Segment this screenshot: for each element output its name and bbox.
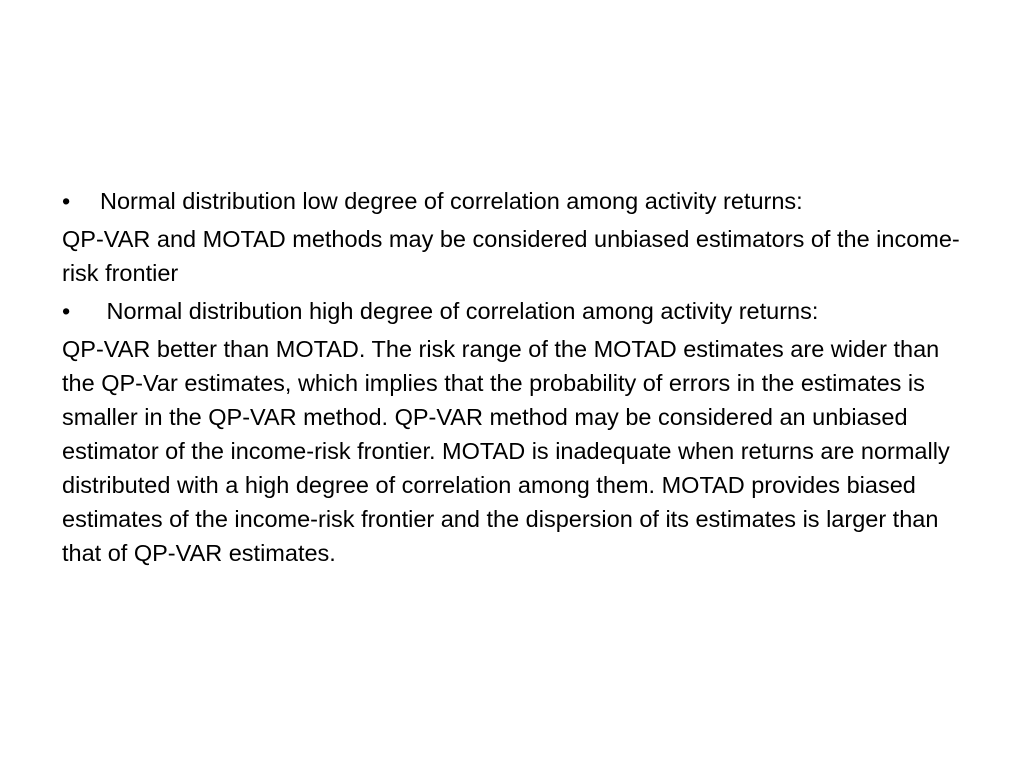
bullet-text: Normal distribution low degree of correlation among activity returns: [100,188,803,214]
bullet-item-low-correlation [62,184,972,218]
paragraph-unbiased-estimators: QP-VAR and MOTAD methods may be considered unbiased estimators of the income-risk frontier [62,226,960,286]
bullet-text: Normal distribution high degree of correlation among activity returns: [100,298,819,324]
bullet-marker: • [62,188,71,214]
slide-body [62,184,972,574]
paragraph-motad-comparison: QP-VAR better than MOTAD. The risk range of the MOTAD estimates are wider than the QP-Var estimates, which implies that the probability of errors in the estimates is smaller in the QP-VAR method. QP-VAR method may be considered an unbiased estimator of the income-risk frontier. MOTAD is inadequate when returns are normally distributed with a high degree of correlation among them. MOTAD provides biased estimates of the income-risk frontier and the dispersion of its estimates is larger than that of QP-VAR estimates. [62,336,950,566]
bullet-item-high-correlation [62,294,972,328]
bullet-marker: • [62,298,71,324]
